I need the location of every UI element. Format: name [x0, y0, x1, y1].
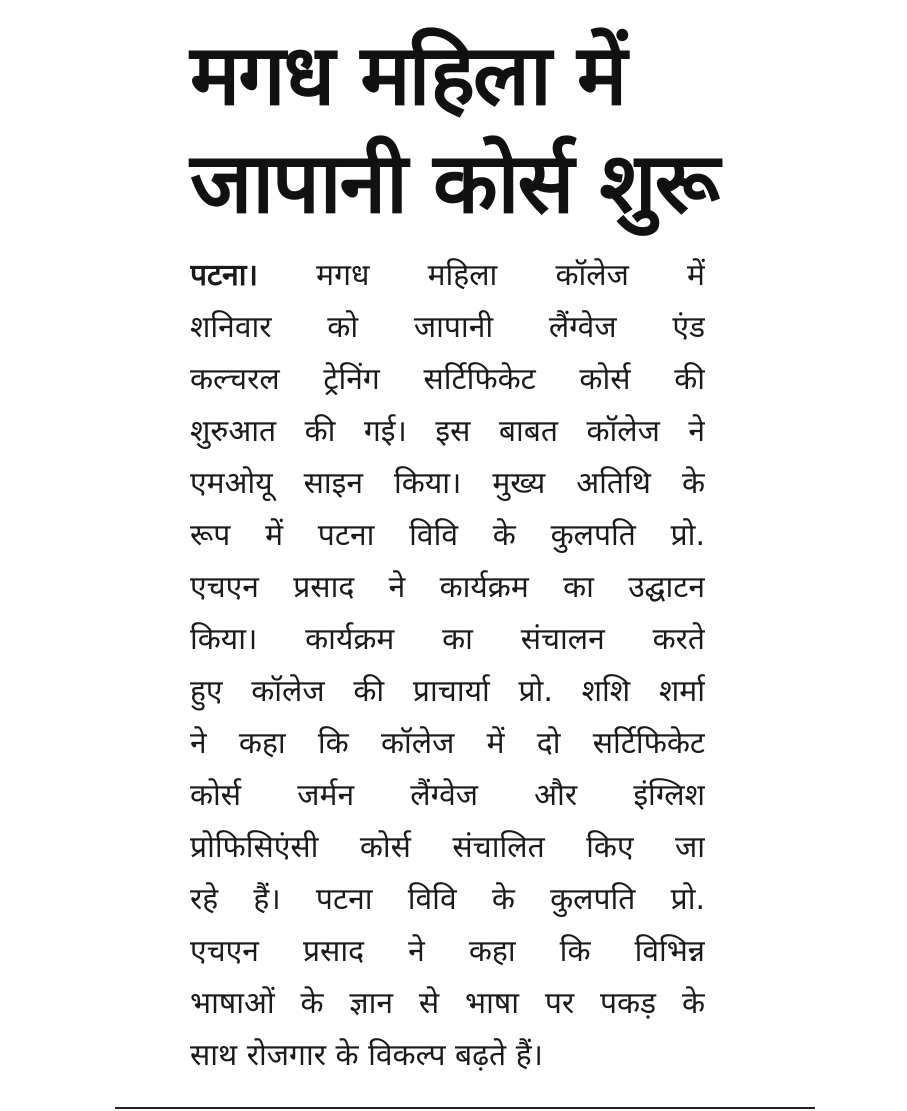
- article-body: [190, 250, 705, 1082]
- article-line: एमओयू साइन किया। मुख्य अतिथि के: [190, 466, 705, 501]
- article-line-text: मगध महिला कॉलेज में: [316, 258, 705, 293]
- article-line: एचएन प्रसाद ने कार्यक्रम का उद्घाटन: [190, 570, 705, 605]
- article-line: एचएन प्रसाद ने कहा कि विभिन्न: [190, 934, 705, 969]
- article-line: शुरुआत की गई। इस बाबत कॉलेज ने: [190, 414, 705, 449]
- article-line: साथ रोजगार के विकल्प बढ़ते हैं।: [190, 1038, 543, 1073]
- article-line: रहे हैं। पटना विवि के कुलपति प्रो.: [190, 882, 705, 917]
- article-line: कल्चरल ट्रेनिंग सर्टिफिकेट कोर्स की: [190, 362, 705, 397]
- article-line: किया। कार्यक्रम का संचालन करते: [190, 622, 705, 657]
- article-line: शनिवार को जापानी लैंग्वेज एंड: [190, 310, 705, 345]
- headline: [190, 25, 718, 233]
- article-line: ने कहा कि कॉलेज में दो सर्टिफिकेट: [190, 726, 705, 761]
- article-line: कोर्स जर्मन लैंग्वेज और इंग्लिश: [190, 778, 705, 813]
- headline-line-2: जापानी कोर्स शुरू: [190, 134, 718, 232]
- headline-line-1: मगध महिला में: [190, 26, 626, 124]
- article-line: प्रोफिसिएंसी कोर्स संचालित किए जा: [190, 830, 705, 865]
- article-line: भाषाओं के ज्ञान से भाषा पर पकड़ के: [190, 986, 705, 1021]
- article-line: हुए कॉलेज की प्राचार्या प्रो. शशि शर्मा: [190, 674, 705, 709]
- article-line: रूप में पटना विवि के कुलपति प्रो.: [190, 518, 705, 553]
- bottom-divider: [115, 1107, 815, 1109]
- article-line: [190, 250, 705, 302]
- dateline: पटना।: [190, 258, 258, 293]
